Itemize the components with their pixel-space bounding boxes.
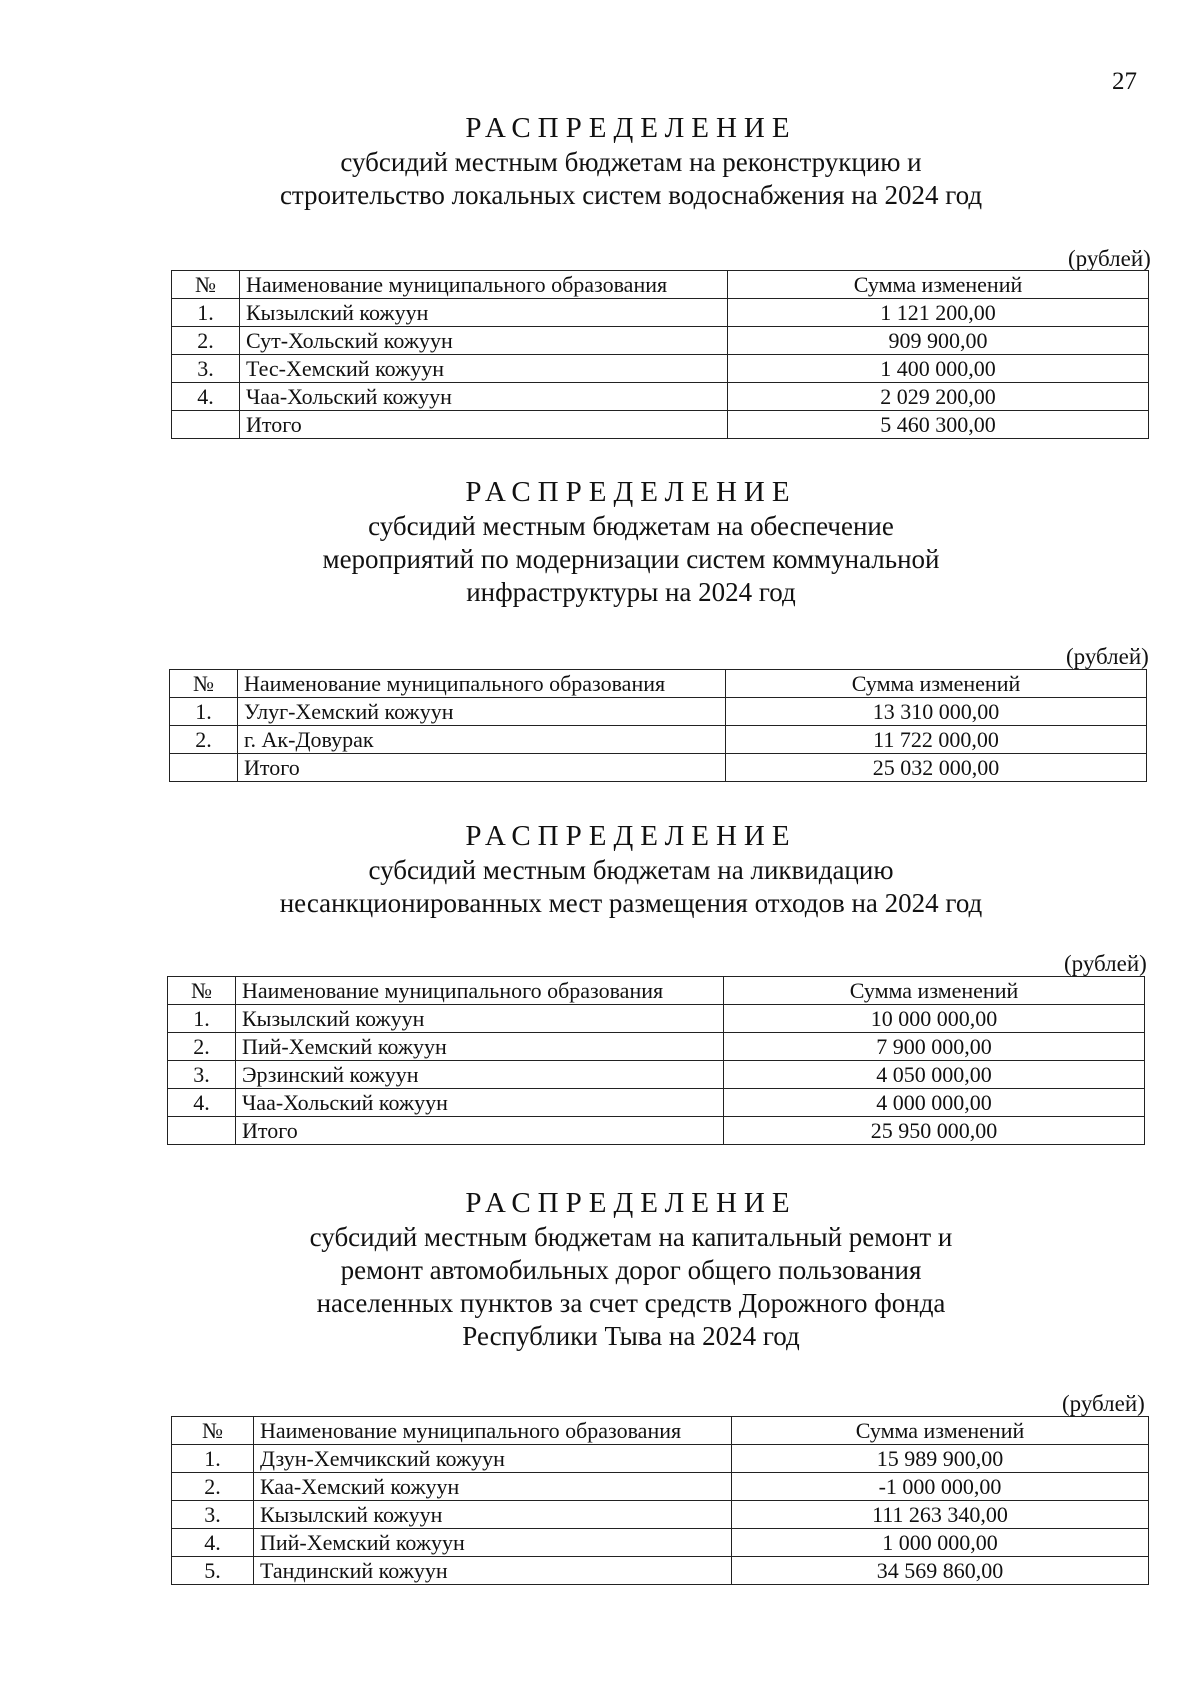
- section-heading: РАСПРЕДЕЛЕНИЕ: [465, 112, 797, 144]
- row-name: Чаа-Хольский кожуун: [236, 1089, 724, 1117]
- row-number: 2.: [170, 726, 238, 754]
- row-sum: 909 900,00: [728, 327, 1149, 355]
- table-total-row: [172, 411, 1149, 439]
- row-name: Итого: [236, 1117, 724, 1145]
- row-sum: 1 121 200,00: [728, 299, 1149, 327]
- table-row: [170, 726, 1147, 754]
- row-name: Тандинский кожуун: [254, 1557, 732, 1585]
- row-number: 2.: [172, 327, 240, 355]
- column-header-name: Наименование муниципального образования: [254, 1417, 732, 1445]
- section-heading: РАСПРЕДЕЛЕНИЕ: [465, 1187, 797, 1219]
- section-subtitle: [0, 146, 1200, 212]
- column-header-name: Наименование муниципального образования: [240, 271, 728, 299]
- row-sum: 5 460 300,00: [728, 411, 1149, 439]
- row-number: 1.: [168, 1005, 236, 1033]
- row-number: 3.: [168, 1061, 236, 1089]
- table-row: [172, 299, 1149, 327]
- row-sum: 7 900 000,00: [724, 1033, 1145, 1061]
- row-number: 3.: [172, 355, 240, 383]
- row-sum: 111 263 340,00: [732, 1501, 1149, 1529]
- table-row: [172, 1557, 1149, 1585]
- table-header-row: [172, 271, 1149, 299]
- row-sum: 11 722 000,00: [726, 726, 1147, 754]
- row-sum: 25 950 000,00: [724, 1117, 1145, 1145]
- table-row: [168, 1033, 1145, 1061]
- table-row: [172, 1501, 1149, 1529]
- table-row: [172, 355, 1149, 383]
- row-name: Дзун-Хемчикский кожуун: [254, 1445, 732, 1473]
- column-header-name: Наименование муниципального образования: [238, 670, 726, 698]
- subtitle-line: строительство локальных систем водоснабжения на 2024 год: [279, 180, 983, 210]
- row-name: Кызылский кожуун: [254, 1501, 732, 1529]
- section-waste-disposal: [0, 818, 1200, 920]
- table-header-row: [172, 1417, 1149, 1445]
- section-subtitle: [0, 854, 1200, 920]
- table-total-row: [168, 1117, 1145, 1145]
- row-number: 2.: [172, 1473, 254, 1501]
- row-sum: 1 400 000,00: [728, 355, 1149, 383]
- row-sum: 13 310 000,00: [726, 698, 1147, 726]
- section-heading: РАСПРЕДЕЛЕНИЕ: [465, 820, 797, 852]
- column-header-name: Наименование муниципального образования: [236, 977, 724, 1005]
- table-header-row: [170, 670, 1147, 698]
- subtitle-line: Республики Тыва на 2024 год: [462, 1321, 800, 1351]
- subtitle-line: инфраструктуры на 2024 год: [466, 577, 796, 607]
- row-name: Итого: [238, 754, 726, 782]
- column-header-sum: Сумма изменений: [732, 1417, 1149, 1445]
- table-total-row: [170, 754, 1147, 782]
- subtitle-line: населенных пунктов за счет средств Дорожного фонда: [316, 1288, 946, 1318]
- row-name: Пий-Хемский кожуун: [236, 1033, 724, 1061]
- row-name: г. Ак-Довурак: [238, 726, 726, 754]
- row-name: Сут-Хольский кожуун: [240, 327, 728, 355]
- table-row: [172, 1529, 1149, 1557]
- units-label: (рублей): [1066, 644, 1149, 669]
- units-label: (рублей): [1062, 1391, 1145, 1416]
- row-sum: 34 569 860,00: [732, 1557, 1149, 1585]
- row-number: 1.: [172, 299, 240, 327]
- table-row: [172, 1473, 1149, 1501]
- row-sum: 1 000 000,00: [732, 1529, 1149, 1557]
- table-row: [172, 383, 1149, 411]
- row-name: Пий-Хемский кожуун: [254, 1529, 732, 1557]
- subtitle-line: мероприятий по модернизации систем коммунальной: [322, 544, 940, 574]
- table-header-row: [168, 977, 1145, 1005]
- section-road-repair: [0, 1185, 1200, 1353]
- column-header-sum: Сумма изменений: [726, 670, 1147, 698]
- distribution-table: [169, 669, 1147, 782]
- row-name: Тес-Хемский кожуун: [240, 355, 728, 383]
- row-number: 5.: [172, 1557, 254, 1585]
- table-row: [170, 698, 1147, 726]
- column-header-number: №: [170, 670, 238, 698]
- row-name: Чаа-Хольский кожуун: [240, 383, 728, 411]
- row-sum: 25 032 000,00: [726, 754, 1147, 782]
- subtitle-line: субсидий местным бюджетам на обеспечение: [368, 511, 894, 541]
- column-header-number: №: [172, 271, 240, 299]
- row-number: 4.: [172, 1529, 254, 1557]
- table-row: [168, 1005, 1145, 1033]
- column-header-number: №: [172, 1417, 254, 1445]
- section-communal-infrastructure: [0, 474, 1200, 609]
- table-row: [172, 1445, 1149, 1473]
- column-header-sum: Сумма изменений: [724, 977, 1145, 1005]
- distribution-table: [167, 976, 1145, 1145]
- row-number: 1.: [170, 698, 238, 726]
- units-label: (рублей): [1068, 246, 1151, 271]
- row-sum: 4 000 000,00: [724, 1089, 1145, 1117]
- row-number: [170, 754, 238, 782]
- section-subtitle: [0, 510, 1200, 609]
- table-row: [168, 1061, 1145, 1089]
- row-number: 1.: [172, 1445, 254, 1473]
- row-name: Эрзинский кожуун: [236, 1061, 724, 1089]
- row-number: [172, 411, 240, 439]
- row-sum: 15 989 900,00: [732, 1445, 1149, 1473]
- row-sum: -1 000 000,00: [732, 1473, 1149, 1501]
- table-row: [172, 327, 1149, 355]
- row-number: [168, 1117, 236, 1145]
- row-name: Кызылский кожуун: [236, 1005, 724, 1033]
- distribution-table: [171, 1416, 1149, 1585]
- table-row: [168, 1089, 1145, 1117]
- subtitle-line: субсидий местным бюджетам на ликвидацию: [368, 855, 894, 885]
- subtitle-line: ремонт автомобильных дорог общего пользования: [340, 1255, 922, 1285]
- row-number: 4.: [172, 383, 240, 411]
- units-label: (рублей): [1064, 951, 1147, 976]
- row-number: 3.: [172, 1501, 254, 1529]
- subtitle-line: несанкционированных мест размещения отходов на 2024 год: [279, 888, 983, 918]
- row-number: 2.: [168, 1033, 236, 1061]
- row-sum: 4 050 000,00: [724, 1061, 1145, 1089]
- subtitle-line: субсидий местным бюджетам на капитальный ремонт и: [309, 1222, 953, 1252]
- row-sum: 2 029 200,00: [728, 383, 1149, 411]
- section-subtitle: [0, 1221, 1200, 1353]
- row-sum: 10 000 000,00: [724, 1005, 1145, 1033]
- page-number: 27: [1112, 68, 1137, 95]
- row-number: 4.: [168, 1089, 236, 1117]
- row-name: Улуг-Хемский кожуун: [238, 698, 726, 726]
- column-header-sum: Сумма изменений: [728, 271, 1149, 299]
- section-heading: РАСПРЕДЕЛЕНИЕ: [465, 476, 797, 508]
- row-name: Итого: [240, 411, 728, 439]
- distribution-table: [171, 270, 1149, 439]
- row-name: Каа-Хемский кожуун: [254, 1473, 732, 1501]
- row-name: Кызылский кожуун: [240, 299, 728, 327]
- column-header-number: №: [168, 977, 236, 1005]
- section-water-supply: [0, 110, 1200, 212]
- subtitle-line: субсидий местным бюджетам на реконструкцию и: [340, 147, 922, 177]
